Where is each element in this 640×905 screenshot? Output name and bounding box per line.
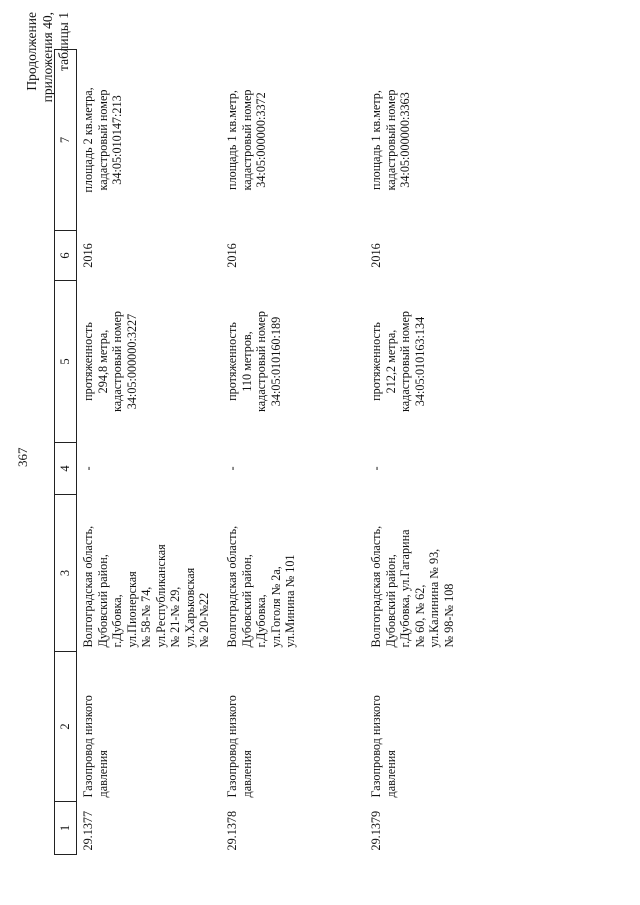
header-row	[55, 50, 77, 855]
table-row	[221, 50, 365, 855]
page-number: 367	[15, 447, 30, 467]
object-length: протяженность 110 метров, кадастровый номер 34:05:010160:189	[225, 311, 283, 412]
column-header: 4	[55, 443, 77, 495]
object-area: площадь 2 кв.метра, кадастровый номер 34:05:010147:213	[81, 87, 124, 193]
column-4-value: -	[81, 466, 95, 471]
object-name: Газопровод низкого давления	[81, 695, 110, 798]
row-number: 29.1377	[81, 810, 95, 851]
object-year: 2016	[81, 243, 95, 268]
object-area: площадь 1 кв.метр, кадастровый номер 34:05:000000:3363	[369, 89, 412, 191]
object-address: Волгоградская область, Дубовский район, г.Дубовка, ул.Гоголя № 2а, ул.Минина № 101	[225, 525, 297, 648]
column-header: 6	[55, 231, 77, 281]
column-header: 5	[55, 281, 77, 443]
object-length: протяженность 294,8 метра, кадастровый номер 34:05:000000:3227	[81, 311, 139, 412]
column-4-value: -	[225, 466, 239, 471]
column-header: 7	[55, 50, 77, 231]
object-length: протяженность 212,2 метра, кадастровый номер 34:05:010163:134	[369, 311, 427, 412]
objects-table	[54, 49, 509, 855]
column-4-value: -	[369, 466, 383, 471]
column-header: 2	[55, 652, 77, 802]
table-row	[365, 50, 509, 855]
object-name: Газопровод низкого давления	[225, 695, 254, 798]
object-year: 2016	[225, 243, 239, 268]
column-header: 3	[55, 495, 77, 652]
object-year: 2016	[369, 243, 383, 268]
continuation-title: Продолжение приложения 40, таблицы 1	[24, 12, 71, 103]
column-header: 1	[55, 802, 77, 855]
row-number: 29.1379	[369, 810, 383, 851]
row-number: 29.1378	[225, 810, 239, 851]
object-area: площадь 1 кв.метр, кадастровый номер 34:05:000000:3372	[225, 89, 268, 191]
object-address: Волгоградская область, Дубовский район, г.Дубовка, ул.Пионерская № 58-№ 74, ул.Республиканская № 21-№ 29, ул.Харьковская № 20-№22	[81, 525, 211, 648]
table-row	[77, 50, 222, 855]
object-address: Волгоградская область, Дубовский район, г.Дубовка, ул.Гагарина № 60, № 62, ул.Калинина № 93, № 98-№ 108	[369, 525, 456, 648]
object-name: Газопровод низкого давления	[369, 695, 398, 798]
